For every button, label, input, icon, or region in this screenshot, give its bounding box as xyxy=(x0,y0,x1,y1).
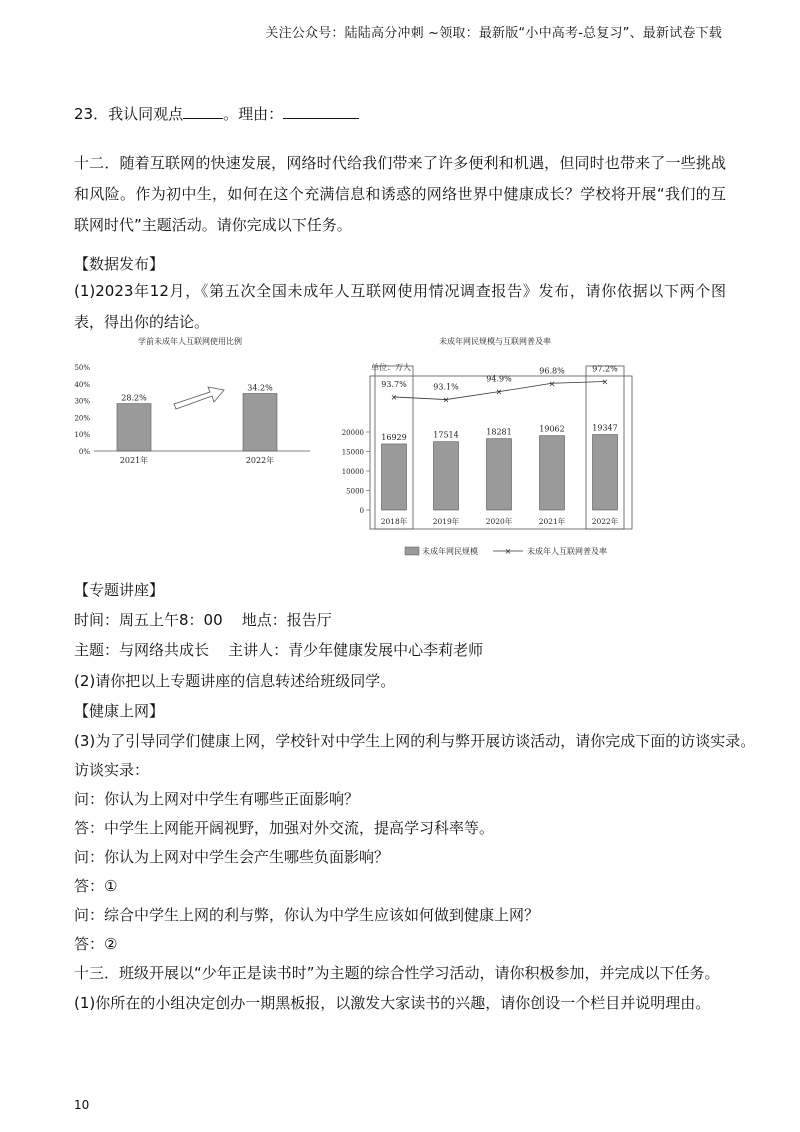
chart2-rate-point: × xyxy=(442,395,450,405)
legend-cross-icon: × xyxy=(504,547,512,556)
interview-answer-3: 答：② xyxy=(74,935,118,953)
chart2-x-tick: 2021年 xyxy=(538,517,566,526)
chart2-bar xyxy=(540,436,565,510)
section-13-intro: 十三．班级开展以“少年正是读书时”为主题的综合性学习活动，请你积极参加，并完成以下任务。 xyxy=(74,964,720,982)
interview-answer-2: 答：① xyxy=(74,877,118,895)
chart2-bar xyxy=(434,442,459,510)
chart1-y-axis xyxy=(74,364,90,456)
interview-ask-1: 问：你认为上网对中学生有哪些正面影响？ xyxy=(74,790,360,808)
q23-mid: 。理由： xyxy=(223,105,284,123)
chart2-rate-label: 94.9% xyxy=(486,374,512,384)
chart-preschool-internet-use xyxy=(70,332,320,472)
trend-arrow-icon xyxy=(174,387,224,409)
chart1-value-label: 28.2% xyxy=(121,393,147,403)
chart2-bar xyxy=(382,444,407,510)
lecture-heading: 【专题讲座】 xyxy=(74,581,165,599)
chart2-bar-label: 19062 xyxy=(539,424,565,434)
chart2-rate-label: 93.1% xyxy=(433,382,459,392)
chart2-rate-label: 93.7% xyxy=(381,379,407,389)
chart2-line xyxy=(381,365,618,405)
chart2-legend xyxy=(405,546,607,556)
chart2-bar-label: 18281 xyxy=(486,427,512,437)
legend-line-label: 未成年人互联网普及率 xyxy=(527,547,607,556)
lecture-time-place: 时间：周五上午8：00 地点：报告厅 xyxy=(74,611,332,629)
chart1-y-tick: 0% xyxy=(78,448,90,456)
chart2-bar-label: 17514 xyxy=(433,430,459,440)
section-13-q1: (1)你所在的小组决定创办一期黑板报，以激发大家读书的兴趣，请你创设一个栏目并说明理由。 xyxy=(74,994,711,1012)
q23-blank-reason xyxy=(283,103,359,119)
section-12-q3: (3)为了引导同学们健康上网，学校针对中学生上网的利与弊开展访谈活动，请你完成下面的访谈实录。 xyxy=(74,732,756,750)
chart2-y-axis xyxy=(342,429,370,515)
chart1-x-tick: 2022年 xyxy=(245,456,275,465)
chart2-x-tick: 2018年 xyxy=(380,517,408,526)
q23-prefix: 23．我认同观点 xyxy=(74,105,184,123)
chart2-rate-point: × xyxy=(548,379,556,389)
chart-minor-netizens xyxy=(335,332,640,564)
chart2-y-tick: 20000 xyxy=(341,429,364,437)
chart2-rate-point: × xyxy=(390,392,398,402)
chart1-y-tick: 50% xyxy=(74,364,90,372)
interview-label: 访谈实录： xyxy=(74,761,150,779)
question-23 xyxy=(74,103,359,124)
chart2-bar xyxy=(593,435,618,510)
interview-ask-3: 问：综合中学生上网的利与弊，你认为中学生应该如何做到健康上网？ xyxy=(74,906,540,924)
chart2-bar-label: 16929 xyxy=(381,432,407,442)
q23-blank-viewpoint xyxy=(183,103,223,119)
chart2-y-tick: 10000 xyxy=(341,468,364,476)
interview-ask-2: 问：你认为上网对中学生会产生哪些负面影响？ xyxy=(74,848,390,866)
chart1-y-tick: 40% xyxy=(74,380,90,389)
chart1-bar xyxy=(243,394,277,451)
chart1-value-label: 34.2% xyxy=(247,383,273,393)
legend-bar-swatch xyxy=(405,547,419,555)
chart1-y-tick: 20% xyxy=(74,414,90,423)
healthy-internet-heading: 【健康上网】 xyxy=(74,702,165,720)
lecture-topic-speaker: 主题：与网络共成长 主讲人：青少年健康发展中心李莉老师 xyxy=(74,641,484,659)
chart2-x-tick: 2022年 xyxy=(591,517,619,526)
chart2-y-tick: 5000 xyxy=(346,487,364,496)
chart1-bar xyxy=(117,404,151,451)
data-release-heading: 【数据发布】 xyxy=(74,255,165,273)
chart2-x-tick: 2020年 xyxy=(485,517,513,526)
chart2-y-tick: 15000 xyxy=(341,448,364,457)
chart1-y-tick: 10% xyxy=(74,431,90,440)
chart1-x-tick: 2021年 xyxy=(119,456,149,465)
page-number: 10 xyxy=(74,1098,90,1112)
chart1-y-tick: 30% xyxy=(74,397,90,406)
legend-bar-label: 未成年网民规模 xyxy=(422,547,478,556)
section-12-intro: 十二．随着互联网的快速发展，网络时代给我们带来了许多便利和机遇，但同时也带来了一些挑战和风险。作为初中生，如何在这个充满信息和诱惑的网络世界中健康成长？学校将开展“我们的互联网时代”主题活动。请你完成以下任务。 xyxy=(74,154,726,234)
chart2-rate-point: × xyxy=(601,377,609,387)
chart1-title: 学前未成年人互联网使用比例 xyxy=(138,337,242,346)
chart2-rate-point: × xyxy=(495,387,503,397)
section-12-q2: (2)请你把以上专题讲座的信息转述给班级同学。 xyxy=(74,672,396,690)
chart2-rate-label: 96.8% xyxy=(539,366,565,376)
chart2-x-tick: 2019年 xyxy=(432,517,460,526)
chart2-bar-label: 19347 xyxy=(592,423,618,433)
chart2-title: 未成年网民规模与互联网普及率 xyxy=(439,337,551,346)
chart1-bars xyxy=(117,384,277,465)
interview-answer-1: 答：中学生上网能开阔视野，加强对外交流，提高学习科率等。 xyxy=(74,819,495,837)
chart2-bar xyxy=(487,439,512,510)
chart2-y-tick: 0 xyxy=(359,507,364,515)
chart2-rate-label: 97.2% xyxy=(592,364,618,374)
page-header: 关注公众号：陆陆高分冲刺 ~领取：最新版“小中高考-总复习”、最新试卷下载 xyxy=(265,26,722,41)
chart2-unit: 单位：万人 xyxy=(371,363,411,372)
section-12-q1: (1)2023年12月，《第五次全国未成年人互联网使用情况调查报告》发布，请你依据以下两个图表，得出你的结论。 xyxy=(74,282,726,331)
